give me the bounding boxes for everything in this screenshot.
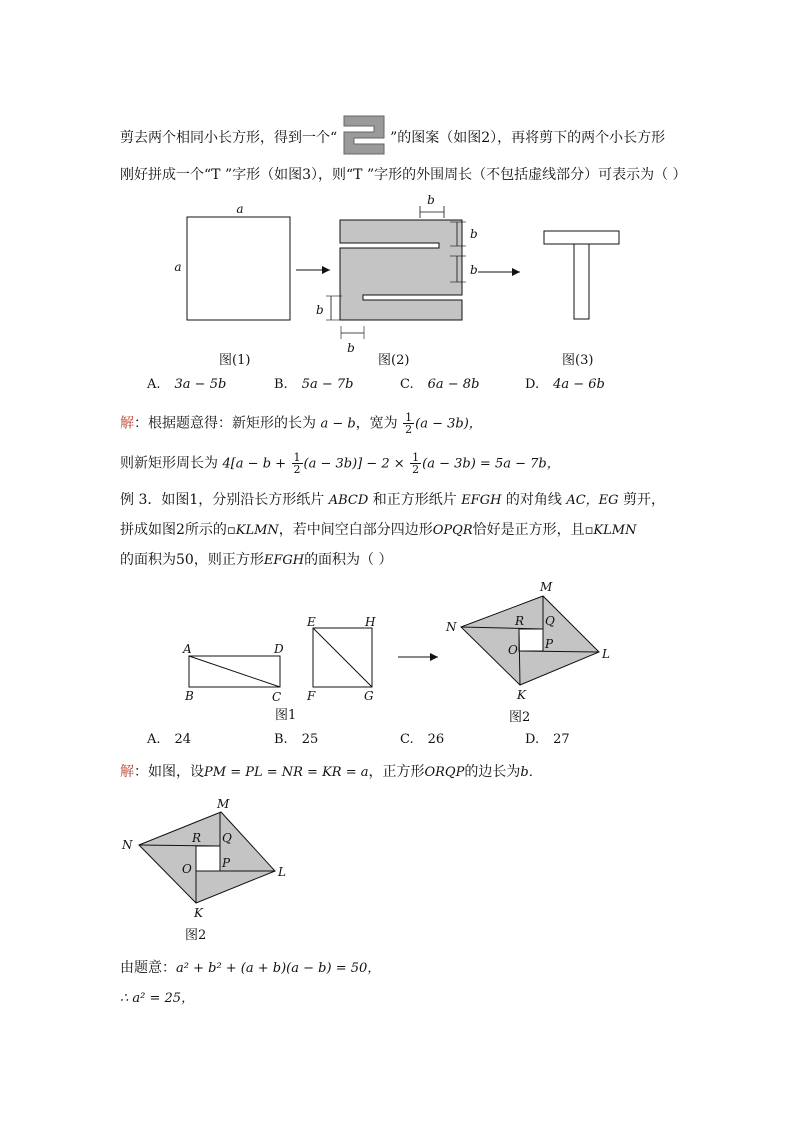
label-b-2: b [470, 227, 478, 241]
svg-text:M: M [217, 797, 230, 811]
pt-E: E [307, 615, 316, 629]
q1-option-a[interactable]: A. 3a − 5b [147, 377, 227, 392]
label-b-3: b [470, 263, 478, 277]
q2-fig3-caption: 图2 [185, 928, 207, 943]
q2-line1: 例 3．如图1，分别沿长方形纸片 ABCD 和正方形纸片 EFGH 的对角线 AC，EG 剪开， [120, 492, 665, 508]
svg-text:R: R [192, 831, 202, 845]
q2-solution-line1: 解：如图，设PM = PL = NR = KR = a，正方形ORQP的边长为b． [120, 764, 542, 780]
q2-solution-line2: 由题意：a² + b² + (a + b)(a − b) = 50， [120, 960, 381, 976]
q1-option-d[interactable]: D. 4a − 6b [525, 377, 605, 392]
pt-F: F [307, 689, 316, 703]
pt-N: N [446, 620, 457, 634]
q1-solution-line2: 则新矩形周长为 4[a − b + $\frac{1}{2}$ (a − 3b)] − 2 × $\frac{1}{2}$ (a − 3b) = 5a − 7b， [120, 451, 560, 476]
svg-text:O: O [182, 862, 192, 876]
q2-option-b[interactable]: B. 25 [274, 732, 319, 747]
label-b-4: b [316, 303, 324, 317]
pt-L: L [602, 647, 610, 661]
q1-caption-3: 图(3) [562, 353, 594, 368]
q2-line2: 拼成如图2所示的▫KLMN，若中间空白部分四边形OPQR恰好是正方形，且▫KLMN [120, 522, 637, 538]
svg-text:N: N [122, 838, 133, 852]
label-a-top: a [236, 202, 244, 216]
q1-line2: 刚好拼成一个“T ”字形（如图3），则“T ”字形的外围周长（不包括虚线部分）可表示为（ ） [120, 167, 687, 183]
pt-A: A [183, 642, 192, 656]
solution-label: 解 [120, 415, 134, 432]
q1-line1-pre: 剪去两个相同小长方形，得到一个“ [120, 130, 338, 146]
label-a-left: a [174, 260, 182, 274]
label-b-5: b [347, 341, 355, 355]
fraction-half: $\frac{1}{2}$ [405, 411, 413, 436]
svg-text:P: P [222, 856, 231, 870]
svg-text:K: K [194, 906, 203, 920]
q1-option-c[interactable]: C. 6a − 8b [400, 377, 480, 392]
pt-G: G [364, 689, 374, 703]
q2-option-d[interactable]: D. 27 [525, 732, 570, 747]
label-b-1: b [427, 193, 435, 207]
pt-O: O [508, 643, 518, 657]
q1-caption-1: 图(1) [219, 353, 251, 368]
pt-M: M [540, 580, 553, 594]
pt-K: K [517, 688, 526, 702]
pt-C: C [272, 690, 282, 704]
q2-solution-line3: ∴ a² = 25， [120, 991, 195, 1006]
q1-line1-post: ”的图案（如图2），再将剪下的两个小长方形 [390, 130, 666, 146]
q1-option-b[interactable]: B. 5a − 7b [274, 377, 354, 392]
q1-solution-line1: 解：根据题意得：新矩形的长为 a − b，宽为 $\frac{1}{2}$ (a − 3b)， [120, 411, 482, 436]
pt-B: B [185, 689, 194, 703]
q2-line3: 的面积为50，则正方形EFGH的面积为（ ） [120, 552, 393, 568]
q2-option-a[interactable]: A. 24 [147, 732, 192, 747]
q2-fig1-caption: 图1 [275, 708, 297, 723]
pt-R: R [515, 614, 525, 628]
svg-text:Q: Q [222, 831, 232, 845]
q1-caption-2: 图(2) [378, 353, 410, 368]
pt-Q: Q [545, 614, 555, 628]
pt-H: H [365, 615, 376, 629]
q2-fig2-caption: 图2 [509, 710, 531, 725]
q2-option-c[interactable]: C. 26 [400, 732, 445, 747]
svg-text:L: L [278, 865, 286, 879]
pt-D: D [274, 642, 284, 656]
pt-P: P [545, 637, 554, 651]
